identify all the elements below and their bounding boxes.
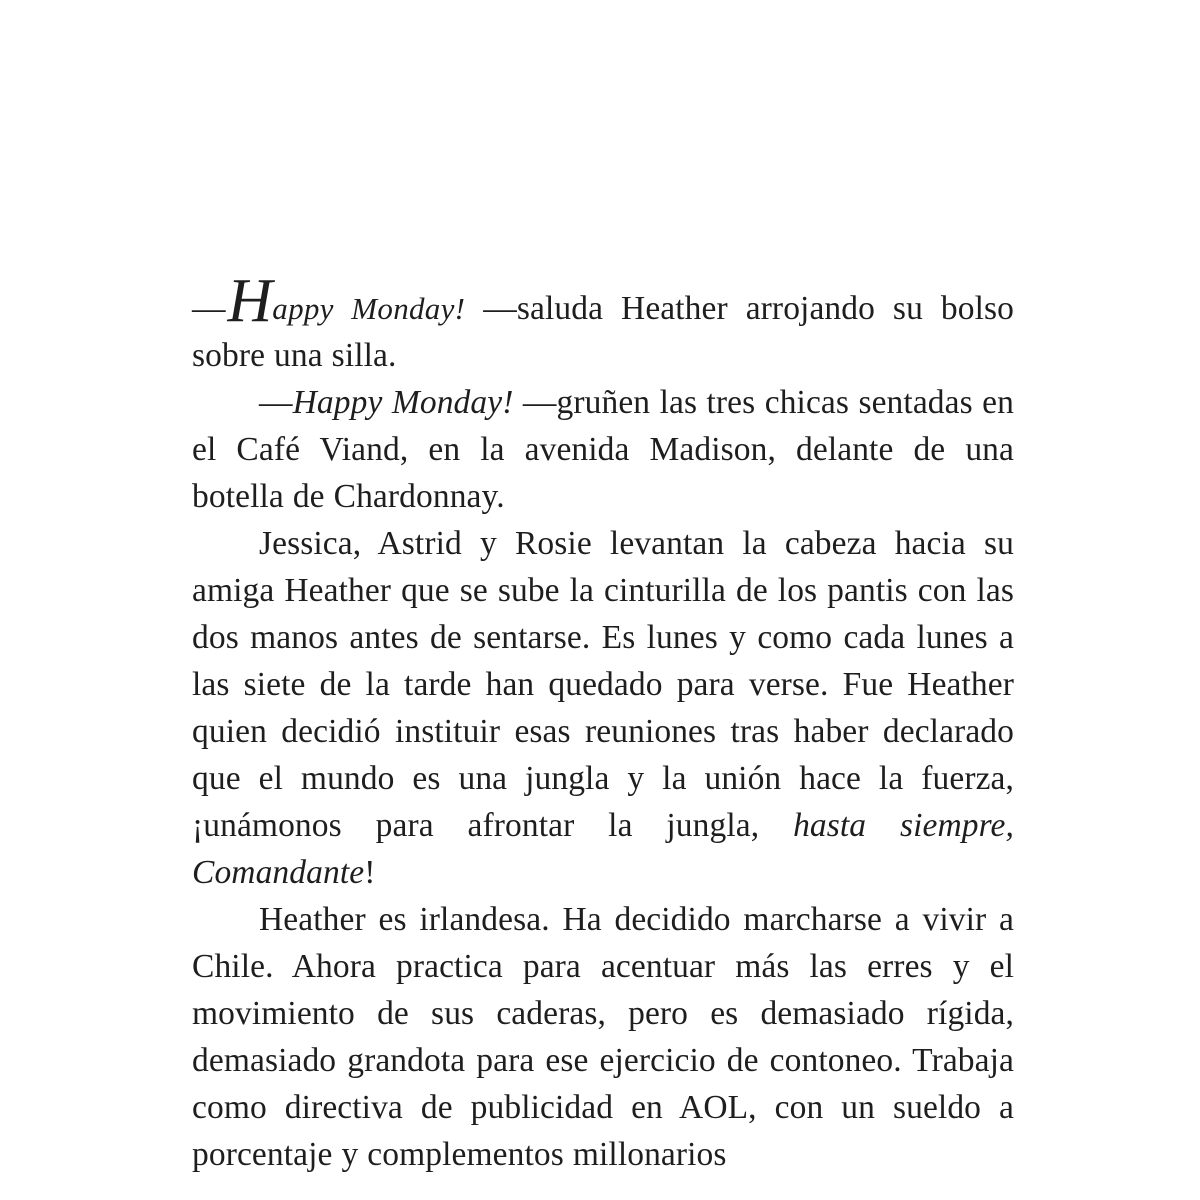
paragraph-opening-text: —saluda Heather arrojando su bolso sobre una silla.	[192, 290, 1014, 374]
drop-cap-letter: H	[227, 267, 273, 335]
paragraph-friends-italic-phrase: hasta siempre, Comandante	[192, 807, 1014, 891]
opening-em-dash: —	[192, 290, 226, 327]
paragraph-dialogue	[192, 379, 1014, 520]
paragraph-heather: Heather es irlandesa. Ha decidido marcharse a vivir a Chile. Ahora practica para acentuar más las erres y el movimiento de sus caderas, pero es demasiado rígida, demasiado grandota para ese ejercicio de contoneo. Trabaja como directiva de publicidad en AOL, con un sueldo a porcentaje y complementos millonarios	[192, 901, 1014, 1173]
text-column	[192, 267, 1014, 1178]
opening-italic-phrase: appy Monday!	[272, 291, 466, 326]
paragraph-opening	[192, 267, 1014, 379]
paragraph-friends-text-part1: Jessica, Astrid y Rosie levantan la cabeza hacia su amiga Heather que se sube la cinturilla de los pantis con las dos manos antes de sentarse. Es lunes y como cada lunes a las siete de la tarde han quedado para verse. Fue Heather quien decidió instituir esas reuniones tras haber declarado que el mundo es una jungla y la unión hace la fuerza, ¡unámonos para afrontar la jungla,	[192, 525, 1014, 844]
dialogue-italic-phrase: Happy Monday!	[292, 384, 514, 421]
paragraph-friends-text-part2: !	[364, 854, 376, 891]
paragraph-friends	[192, 520, 1014, 896]
paragraph-dialogue-text: —gruñen las tres chicas sentadas en el Café Viand, en la avenida Madison, delante de una botella de Chardonnay.	[192, 384, 1014, 515]
dialogue-em-dash: —	[259, 384, 293, 421]
